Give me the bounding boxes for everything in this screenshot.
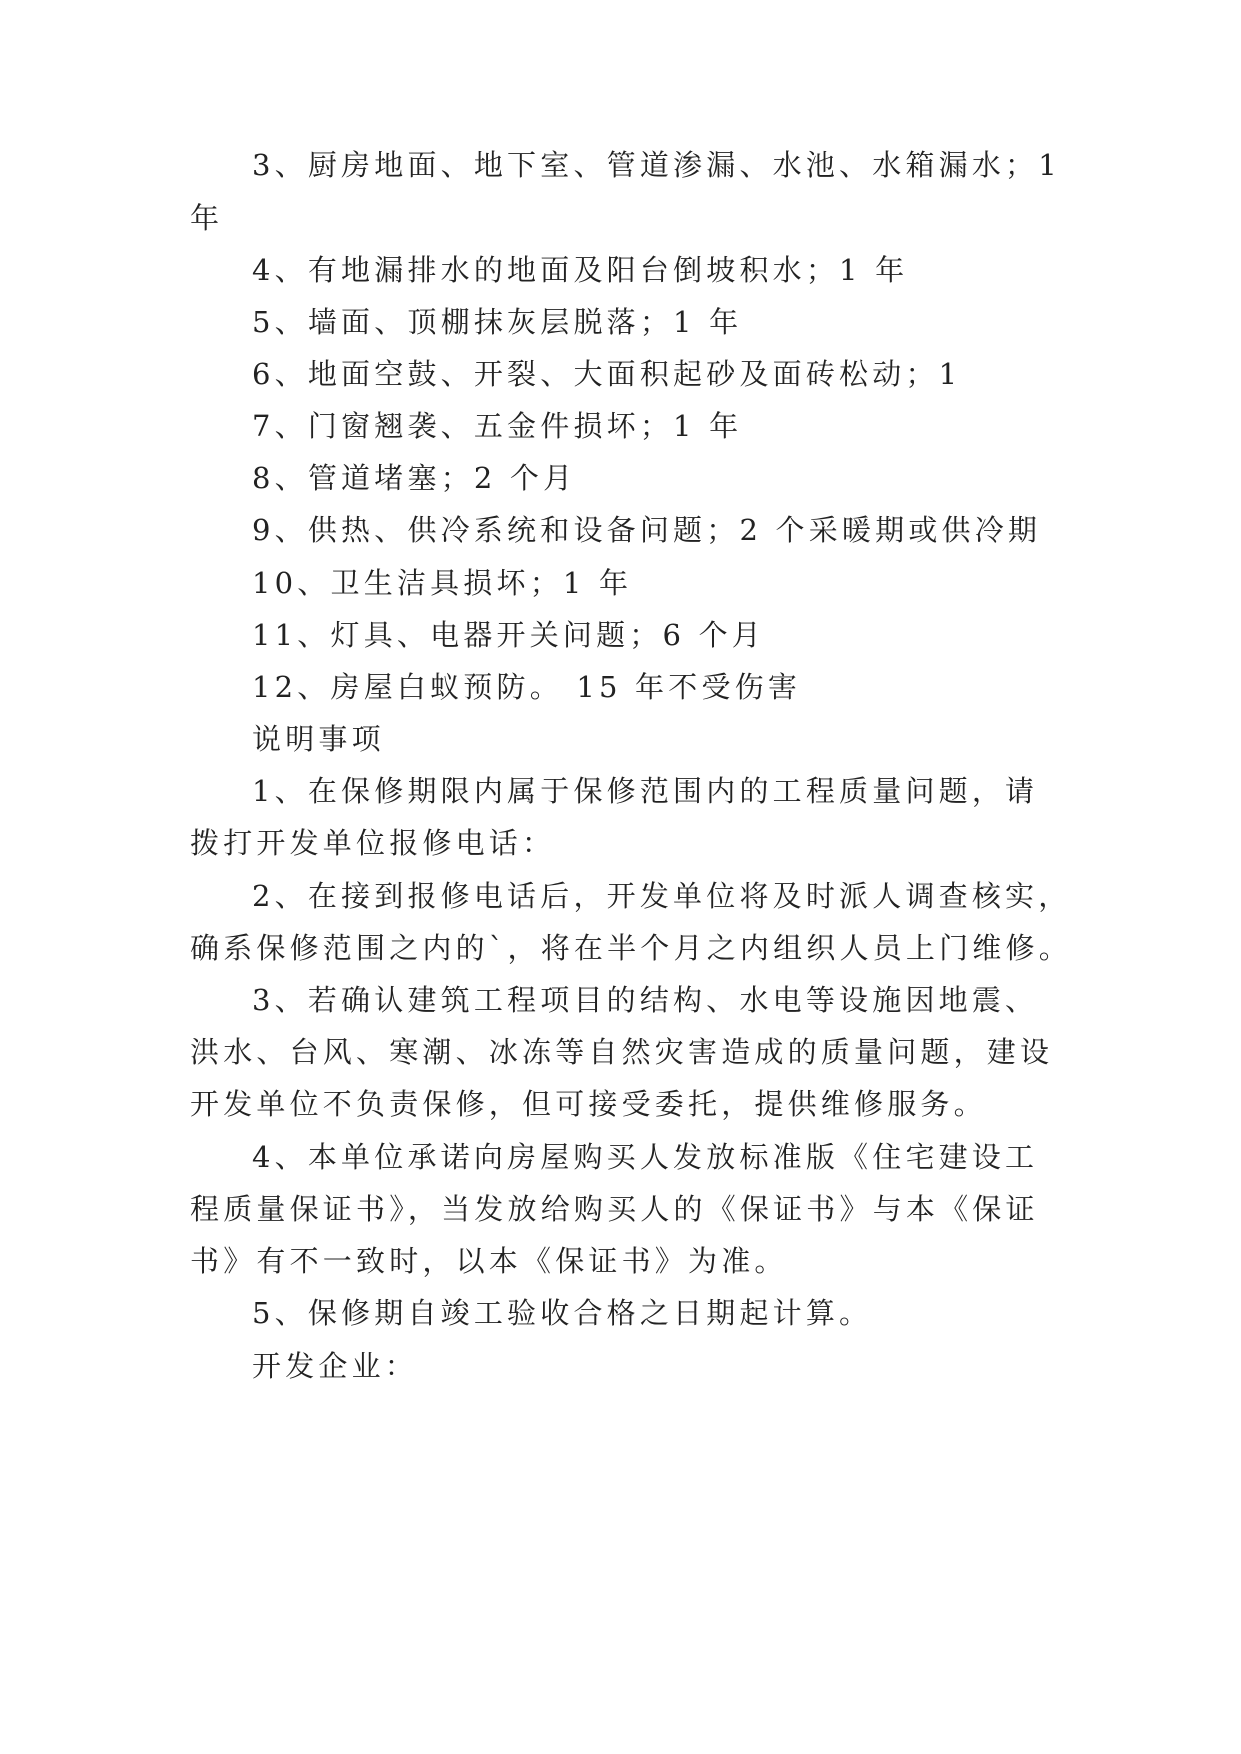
- warranty-item-3: 3、厨房地面、地下室、管道渗漏、水池、水箱漏水；1: [252, 148, 1061, 182]
- warranty-item-12: 12、房屋白蚁预防。 15 年不受伤害: [252, 670, 802, 704]
- warranty-item-3-continuation: 年: [190, 201, 224, 235]
- warranty-item-9: 9、供热、供冷系统和设备问题；2 个采暖期或供冷期: [252, 513, 1042, 547]
- note-2-line-1: 2、在接到报修电话后，开发单位将及时派人调查核实，: [252, 879, 1072, 913]
- warranty-item-5: 5、墙面、顶棚抹灰层脱落；1 年: [252, 305, 743, 339]
- warranty-item-11: 11、灯具、电器开关问题；6 个月: [252, 618, 765, 652]
- warranty-item-10: 10、卫生洁具损坏；1 年: [252, 566, 633, 600]
- note-4-line-3: 书》有不一致时，以本《保证书》为准。: [190, 1244, 788, 1278]
- note-2-line-2: 确系保修范围之内的`，将在半个月之内组织人员上门维修。: [190, 931, 1072, 965]
- note-4-line-1: 4、本单位承诺向房屋购买人发放标准版《住宅建设工: [252, 1140, 1039, 1174]
- note-4-line-2: 程质量保证书》，当发放给购买人的《保证书》与本《保证: [190, 1192, 1039, 1226]
- notes-heading: 说明事项: [252, 722, 385, 756]
- warranty-item-4: 4、有地漏排水的地面及阳台倒坡积水；1 年: [252, 253, 909, 287]
- note-3-line-2: 洪水、台风、寒潮、冰冻等自然灾害造成的质量问题，建设: [190, 1035, 1054, 1069]
- note-1-line-1: 1、在保修期限内属于保修范围内的工程质量问题，请: [252, 774, 1039, 808]
- warranty-item-6: 6、地面空鼓、开裂、大面积起砂及面砖松动；1: [252, 357, 962, 391]
- warranty-item-8: 8、管道堵塞；2 个月: [252, 461, 577, 495]
- warranty-item-7: 7、门窗翘袭、五金件损坏；1 年: [252, 409, 743, 443]
- note-3-line-3: 开发单位不负责保修，但可接受委托，提供维修服务。: [190, 1087, 987, 1121]
- signature-label: 开发企业：: [252, 1349, 419, 1383]
- note-1-line-2: 拨打开发单位报修电话：: [190, 826, 556, 860]
- note-3-line-1: 3、若确认建筑工程项目的结构、水电等设施因地震、: [252, 983, 1039, 1017]
- note-5-line-1: 5、保修期自竣工验收合格之日期起计算。: [252, 1296, 873, 1330]
